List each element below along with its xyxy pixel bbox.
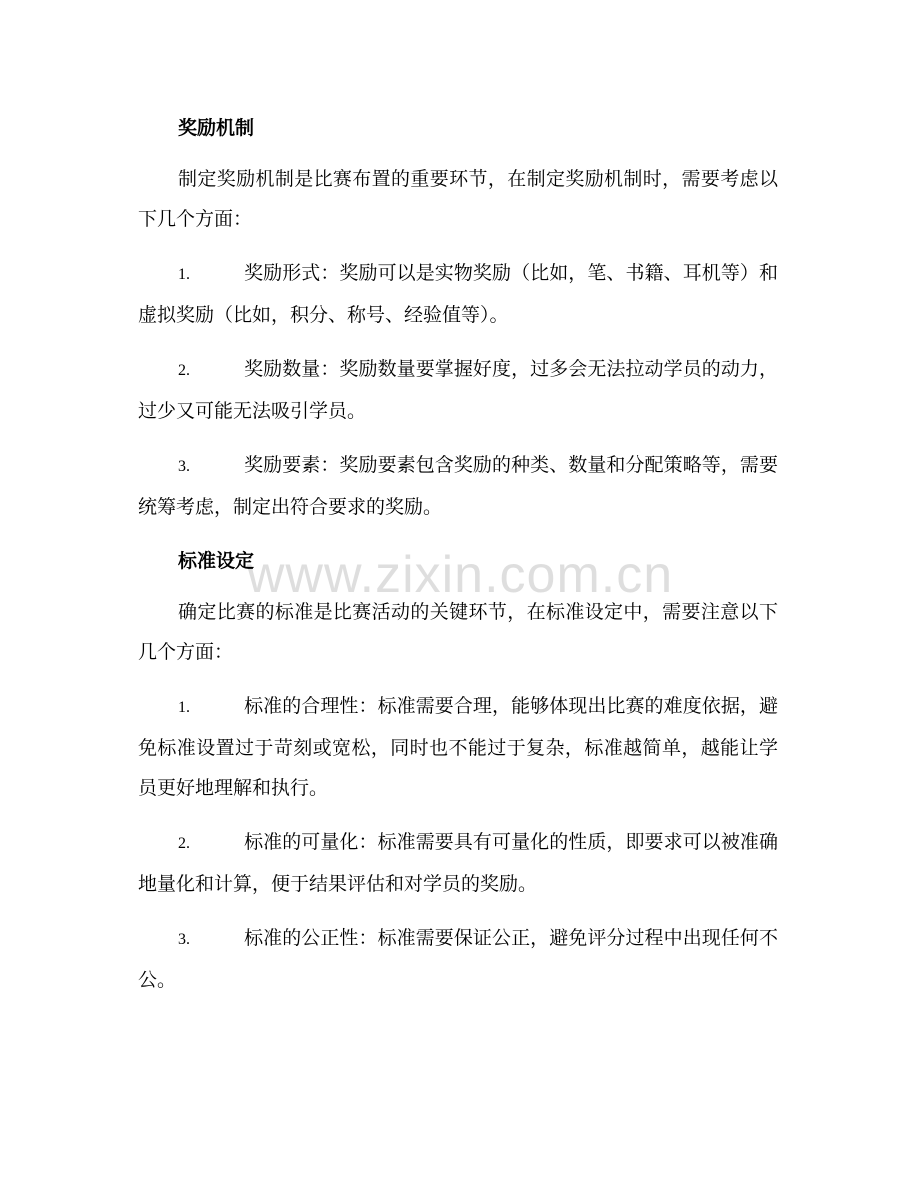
- list-item-text: 奖励要素：奖励要素包含奖励的种类、数量和分配策略等，需要统筹考虑，制定出符合要求的奖励。: [138, 454, 778, 518]
- list-item-number: 1.: [178, 699, 190, 716]
- list-item: [138, 918, 778, 1000]
- list-item-number: 3.: [178, 458, 190, 475]
- list-item-text: 奖励形式：奖励可以是实物奖励（比如，笔、书籍、耳机等）和虚拟奖励（比如，积分、称号、经验值等）。: [138, 262, 778, 326]
- section-intro-standard: 确定比赛的标准是比赛活动的关键环节，在标准设定中，需要注意以下几个方面：: [138, 601, 778, 663]
- section-intro-reward: 制定奖励机制是比赛布置的重要环节，在制定奖励机制时，需要考虑以下几个方面：: [138, 168, 778, 230]
- list-item: [138, 686, 778, 808]
- watermark-text: www.zixin.com.cn: [246, 546, 674, 604]
- list-item-text: 标准的可量化：标准需要具有可量化的性质，即要求可以被准确地量化和计算，便于结果评估和对学员的奖励。: [138, 831, 778, 895]
- list-item-text: 奖励数量：奖励数量要掌握好度，过多会无法拉动学员的动力，过少又可能无法吸引学员。: [138, 358, 778, 422]
- list-item: [138, 445, 778, 527]
- list-item-number: 2.: [178, 362, 190, 379]
- section-heading-reward: 奖励机制: [178, 117, 255, 139]
- list-item-number: 2.: [178, 835, 190, 852]
- list-item-text: 标准的公正性：标准需要保证公正，避免评分过程中出现任何不公。: [138, 927, 778, 991]
- list-item: [138, 349, 778, 431]
- list-item-number: 1.: [178, 266, 190, 283]
- list-item: [138, 253, 778, 335]
- list-item-number: 3.: [178, 931, 190, 948]
- list-item-text: 标准的合理性：标准需要合理，能够体现出比赛的难度依据，避免标准设置过于苛刻或宽松，同时也不能过于复杂，标准越简单，越能让学员更好地理解和执行。: [138, 695, 778, 799]
- section-heading-standard: 标准设定: [178, 550, 255, 572]
- list-item: [138, 822, 778, 904]
- document-content: [138, 108, 778, 1014]
